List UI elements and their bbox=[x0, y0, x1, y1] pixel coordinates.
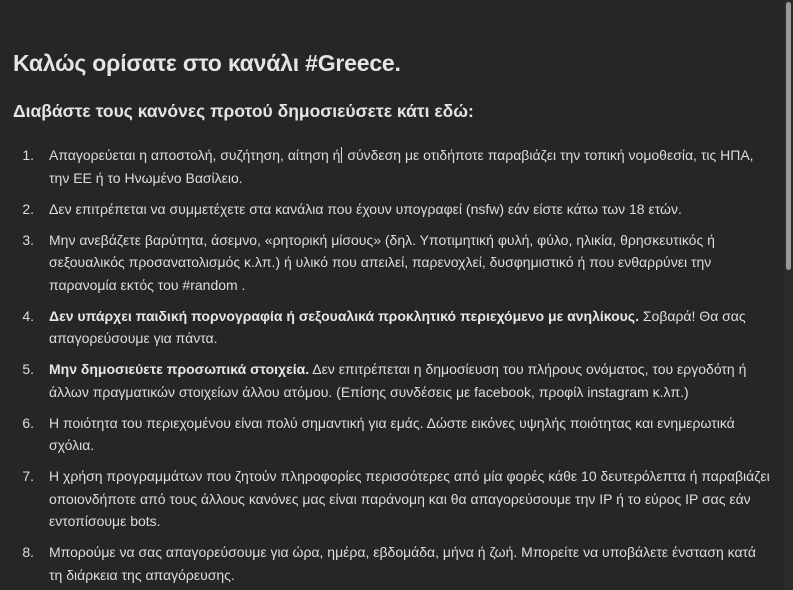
rule-bold-text: Δεν υπάρχει παιδική πορνογραφία ή σεξουαλικά προκλητικό περιεχόμενο με ανηλίκους. bbox=[49, 307, 639, 324]
rules-list bbox=[13, 144, 773, 586]
rule-item-6: 6. Η ποιότητα του περιεχομένου είναι πολύ σημαντική για εμάς. Δώστε εικόνες υψηλής ποιότητας και ενημερωτικά σχόλια. bbox=[22, 414, 735, 453]
rule-item-3: 3. Μην ανεβάζετε βαρύτητα, άσεμνο, «ρητορική μίσους» (δηλ. Υποτιμητική φυλή, φύλο, ηλικία, θρησκευτικός ή σεξουαλικός προσανατολισμός κ.λπ.) ή υλικό που απειλεί, παρενοχλεί, δυσφημιστικό ή που ενθαρρύνει την παρανομία εκτός του #random . bbox=[22, 231, 715, 293]
rule-item-7: 7. Η χρήση προγραμμάτων που ζητούν πληροφορίες περισσότερες από μία φορές κάθε 10 δευτερόλεπτα ή παραβιάζει οποιονδήποτε από τους άλλους κανόνες μας είναι παράνομη και θα απαγορεύσουμε την IP ή το εύρος IP σας εάν εντοπίσουμε bots. bbox=[22, 468, 770, 529]
page-title: Καλώς ορίσατε στο κανάλι #Greece. bbox=[13, 50, 401, 76]
rule-text: Απαγορεύεται η αποστολή, συζήτηση, αίτηση ή bbox=[49, 147, 341, 163]
rule-text: Μπορούμε να σας απαγορεύσουμε για ώρα, ημέρα, εβδομάδα, μήνα ή ζωή. Μπορείτε να υποβάλετε ένσταση κατά τη διάρκεια της απαγόρευσης. bbox=[49, 544, 756, 583]
rule-item-4: 4. Δεν υπάρχει παιδική πορνογραφία ή σεξουαλικά προκλητικό περιεχόμενο με ανηλίκους. Σοβαρά! Θα σας απαγορεύσουμε για πάντα. bbox=[22, 307, 746, 346]
rule-bold-text: Μην δημοσιεύετε προσωπικά στοιχεία. bbox=[49, 361, 310, 377]
rule-text: Η χρήση προγραμμάτων που ζητούν πληροφορίες περισσότερες από μία φορές κάθε 10 δευτερόλεπτα ή παραβιάζει οποιονδήποτε από τους άλλους κανόνες μας είναι παράνομη και θα απαγορεύσουμε την IP ή το εύρος IP σας εάν εντοπίσουμε bots. bbox=[49, 468, 770, 529]
rule-text: Σοβαρά! Θα σας απαγορεύσουμε για πάντα. bbox=[49, 307, 746, 346]
rule-item-1: 1. Απαγορεύεται η αποστολή, συζήτηση, αίτηση ή σύνδεση με οτιδήποτε παραβιάζει την τοπική νομοθεσία, τις ΗΠΑ, την ΕΕ ή το Ηνωμένο Βασίλειο. bbox=[22, 147, 754, 186]
rule-item-8: 8. Μπορούμε να σας απαγορεύσουμε για ώρα, ημέρα, εβδομάδα, μήνα ή ζωή. Μπορείτε να υποβάλετε ένσταση κατά τη διάρκεια της απαγόρευσης. bbox=[22, 544, 756, 583]
rule-text-cont: σύνδεση με οτιδήποτε παραβιάζει την τοπική νομοθεσία, τις ΗΠΑ, την ΕΕ ή το Ηνωμένο Βασίλειο. bbox=[49, 147, 754, 186]
rule-text: Δεν επιτρέπεται να συμμετέχετε στα κανάλια που έχουν υπογραφεί (nsfw) εάν είστε κάτω των 18 ετών. bbox=[49, 200, 682, 217]
rule-text: Η ποιότητα του περιεχομένου είναι πολύ σημαντική για εμάς. Δώστε εικόνες υψηλής ποιότητας και ενημερωτικά σχόλια. bbox=[49, 414, 735, 453]
rules-content bbox=[13, 48, 773, 590]
rule-item-5: 5. Μην δημοσιεύετε προσωπικά στοιχεία. Δεν επιτρέπεται η δημοσίευση του πλήρους ονόματος, του εργοδότη ή άλλων πραγματικών στοιχείων άλλου ατόμου. (Επίσης συνδέσεις με facebook, προφίλ instagram κ.λπ.) bbox=[22, 361, 747, 400]
vertical-scrollbar[interactable] bbox=[784, 0, 793, 590]
page-subtitle: Διαβάστε τους κανόνες προτού δημοσιεύσετε κάτι εδώ: bbox=[13, 101, 474, 121]
rule-text: Δεν επιτρέπεται η δημοσίευση του πλήρους ονόματος, του εργοδότη ή άλλων πραγματικών στοιχείων άλλου ατόμου. (Επίσης συνδέσεις με facebook, προφίλ instagram κ.λπ.) bbox=[49, 361, 747, 400]
rule-text: Μην ανεβάζετε βαρύτητα, άσεμνο, «ρητορική μίσους» (δηλ. Υποτιμητική φυλή, φύλο, ηλικία, θρησκευτικός ή σεξουαλικός προσανατολισμός κ.λπ.) ή υλικό που απειλεί, παρενοχλεί, δυσφημιστικό ή που ενθαρρύνει την παρανομία εκτός του #random . bbox=[49, 231, 715, 293]
rule-item-2: 2. Δεν επιτρέπεται να συμμετέχετε στα κανάλια που έχουν υπογραφεί (nsfw) εάν είστε κάτω των 18 ετών. bbox=[22, 200, 682, 217]
scrollbar-thumb[interactable] bbox=[786, 2, 791, 270]
